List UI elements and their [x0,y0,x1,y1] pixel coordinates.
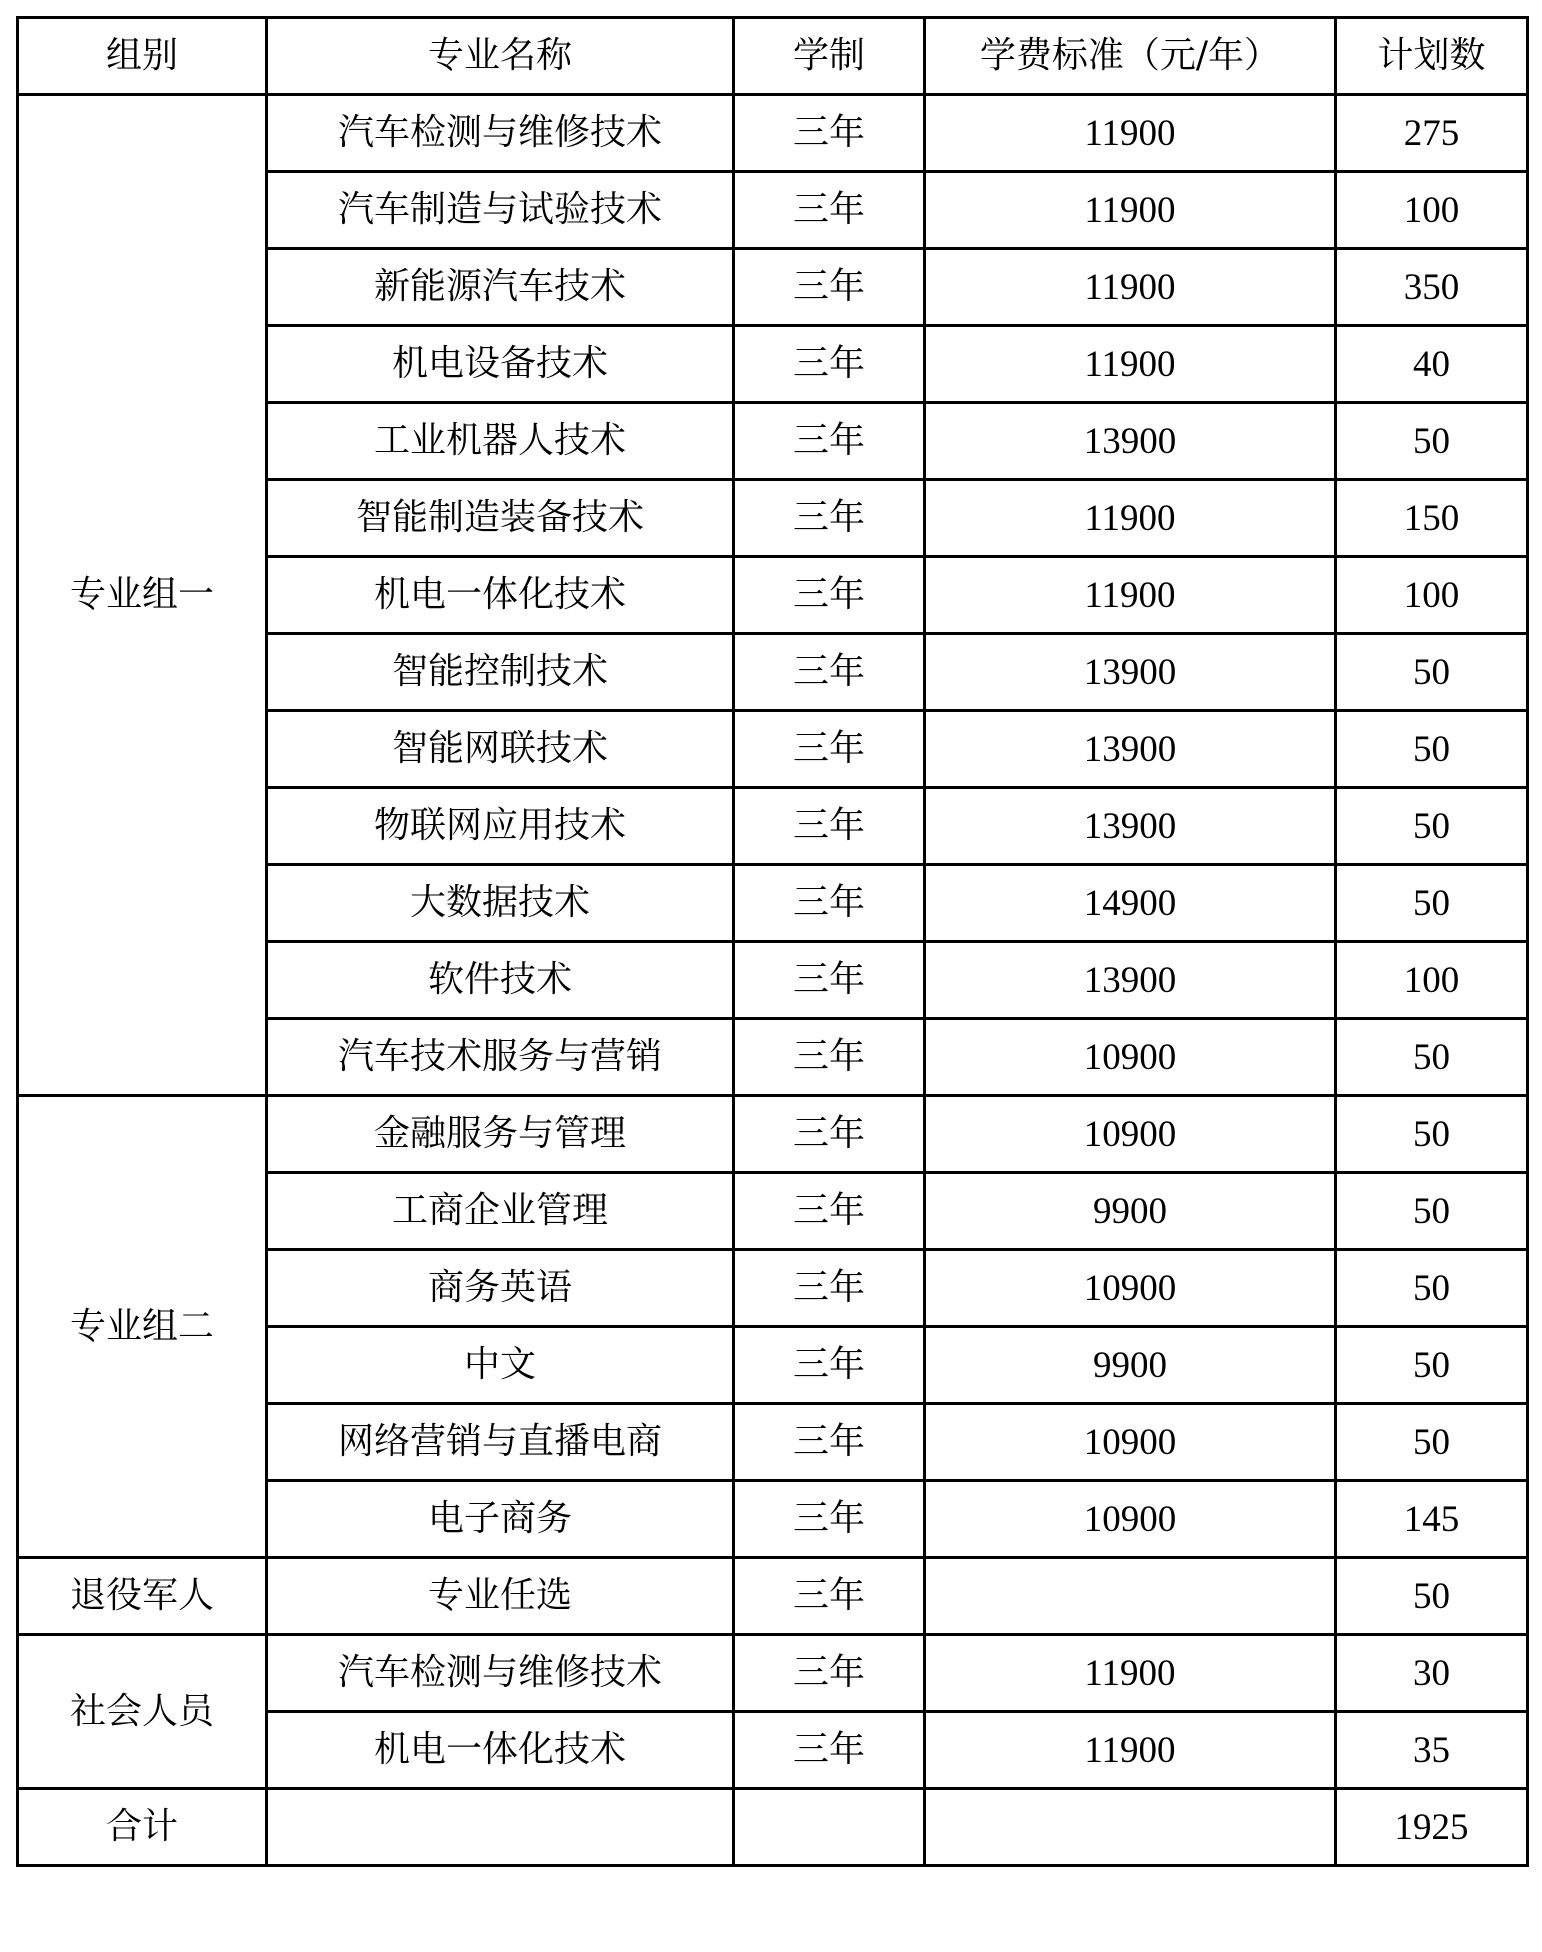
quota-cell: 35 [1336,1712,1528,1789]
tuition-cell: 10900 [925,1019,1336,1096]
tuition-cell: 11900 [925,326,1336,403]
tuition-cell [925,1558,1336,1635]
tuition-cell: 10900 [925,1250,1336,1327]
major-cell: 工商企业管理 [267,1173,734,1250]
quota-cell: 50 [1336,1404,1528,1481]
duration-cell: 三年 [734,634,925,711]
quota-cell: 275 [1336,95,1528,172]
quota-cell: 350 [1336,249,1528,326]
group-name-cell: 退役军人 [18,1558,267,1635]
tuition-cell: 10900 [925,1096,1336,1173]
quota-cell: 50 [1336,403,1528,480]
major-cell: 网络营销与直播电商 [267,1404,734,1481]
major-cell: 工业机器人技术 [267,403,734,480]
total-major-empty [267,1789,734,1866]
tuition-cell: 9900 [925,1173,1336,1250]
duration-cell: 三年 [734,711,925,788]
group-name-cell: 社会人员 [18,1635,267,1789]
major-cell: 汽车检测与维修技术 [267,95,734,172]
header-group: 组别 [18,18,267,95]
major-cell: 机电一体化技术 [267,1712,734,1789]
group-name-cell: 专业组二 [18,1096,267,1558]
duration-cell: 三年 [734,480,925,557]
tuition-cell: 14900 [925,865,1336,942]
table-header [18,18,1528,95]
tuition-cell: 10900 [925,1404,1336,1481]
table-row [18,95,1528,172]
major-cell: 智能网联技术 [267,711,734,788]
major-cell: 电子商务 [267,1481,734,1558]
major-cell: 智能控制技术 [267,634,734,711]
major-cell: 机电一体化技术 [267,557,734,634]
quota-cell: 50 [1336,1558,1528,1635]
quota-cell: 30 [1336,1635,1528,1712]
total-quota: 1925 [1336,1789,1528,1866]
tuition-cell: 11900 [925,172,1336,249]
table-footer [18,1789,1528,1866]
quota-cell: 50 [1336,711,1528,788]
duration-cell: 三年 [734,1558,925,1635]
quota-cell: 50 [1336,1250,1528,1327]
enrollment-plan-table [16,16,1529,1867]
header-tuition: 学费标准（元/年） [925,18,1336,95]
duration-cell: 三年 [734,1635,925,1712]
duration-cell: 三年 [734,1404,925,1481]
tuition-cell: 11900 [925,1635,1336,1712]
quota-cell: 50 [1336,788,1528,865]
major-cell: 金融服务与管理 [267,1096,734,1173]
tuition-cell: 11900 [925,95,1336,172]
major-cell: 机电设备技术 [267,326,734,403]
total-duration-empty [734,1789,925,1866]
major-cell: 智能制造装备技术 [267,480,734,557]
duration-cell: 三年 [734,1327,925,1404]
duration-cell: 三年 [734,865,925,942]
major-cell: 汽车检测与维修技术 [267,1635,734,1712]
tuition-cell: 13900 [925,711,1336,788]
total-label: 合计 [18,1789,267,1866]
major-cell: 大数据技术 [267,865,734,942]
tuition-cell: 11900 [925,557,1336,634]
table-row [18,1558,1528,1635]
duration-cell: 三年 [734,1712,925,1789]
duration-cell: 三年 [734,326,925,403]
header-duration: 学制 [734,18,925,95]
table-row [18,1096,1528,1173]
quota-cell: 50 [1336,1096,1528,1173]
major-cell: 汽车制造与试验技术 [267,172,734,249]
major-cell: 中文 [267,1327,734,1404]
major-cell: 物联网应用技术 [267,788,734,865]
tuition-cell: 11900 [925,249,1336,326]
header-quota: 计划数 [1336,18,1528,95]
major-cell: 汽车技术服务与营销 [267,1019,734,1096]
header-major: 专业名称 [267,18,734,95]
quota-cell: 50 [1336,1327,1528,1404]
tuition-cell: 13900 [925,788,1336,865]
total-tuition-empty [925,1789,1336,1866]
header-row [18,18,1528,95]
quota-cell: 50 [1336,1019,1528,1096]
major-cell: 商务英语 [267,1250,734,1327]
table-body [18,95,1528,1789]
quota-cell: 100 [1336,172,1528,249]
tuition-cell: 11900 [925,1712,1336,1789]
tuition-cell: 9900 [925,1327,1336,1404]
total-row [18,1789,1528,1866]
duration-cell: 三年 [734,1250,925,1327]
major-cell: 新能源汽车技术 [267,249,734,326]
group-name-cell: 专业组一 [18,95,267,1096]
quota-cell: 50 [1336,1173,1528,1250]
duration-cell: 三年 [734,788,925,865]
duration-cell: 三年 [734,557,925,634]
duration-cell: 三年 [734,1173,925,1250]
tuition-cell: 13900 [925,403,1336,480]
duration-cell: 三年 [734,1481,925,1558]
duration-cell: 三年 [734,172,925,249]
duration-cell: 三年 [734,1096,925,1173]
duration-cell: 三年 [734,249,925,326]
quota-cell: 145 [1336,1481,1528,1558]
duration-cell: 三年 [734,95,925,172]
quota-cell: 100 [1336,942,1528,1019]
duration-cell: 三年 [734,1019,925,1096]
tuition-cell: 13900 [925,942,1336,1019]
quota-cell: 50 [1336,634,1528,711]
duration-cell: 三年 [734,942,925,1019]
duration-cell: 三年 [734,403,925,480]
quota-cell: 100 [1336,557,1528,634]
major-cell: 专业任选 [267,1558,734,1635]
quota-cell: 50 [1336,865,1528,942]
tuition-cell: 10900 [925,1481,1336,1558]
quota-cell: 150 [1336,480,1528,557]
major-cell: 软件技术 [267,942,734,1019]
tuition-cell: 13900 [925,634,1336,711]
tuition-cell: 11900 [925,480,1336,557]
table-row [18,1635,1528,1712]
quota-cell: 40 [1336,326,1528,403]
